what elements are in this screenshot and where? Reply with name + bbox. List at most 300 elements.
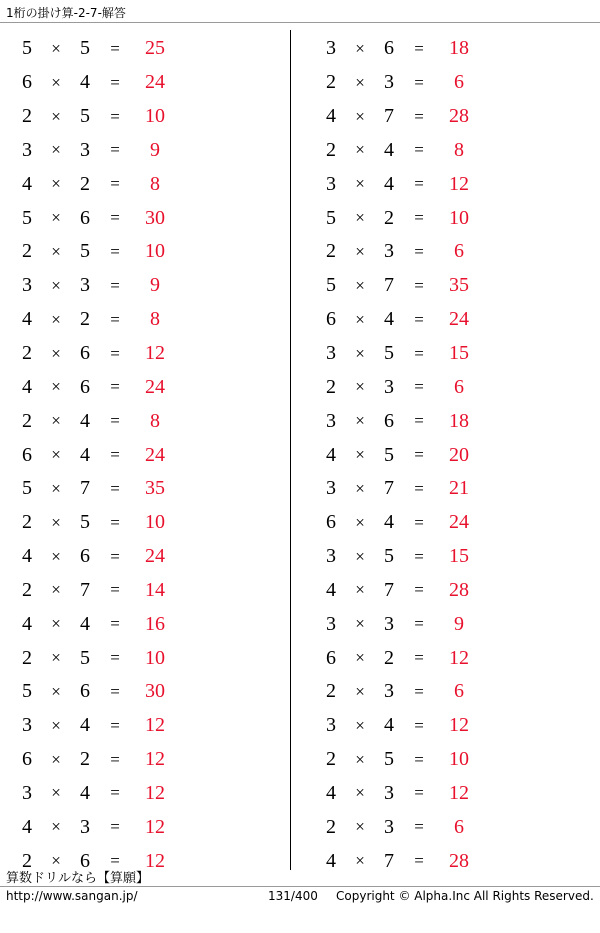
multiply-icon: × [355,275,365,295]
multiply-icon: × [355,614,365,634]
problem-row [14,337,300,371]
equals-icon: = [414,445,424,465]
multiply-icon: × [355,580,365,600]
operand-b: 2 [384,646,394,669]
multiply-icon: × [355,749,365,769]
multiply-icon: × [355,343,365,363]
equals-icon: = [110,411,120,431]
multiply-icon: × [51,614,61,634]
answer-value: 35 [449,274,469,297]
answer-value: 21 [449,477,469,500]
answer-value: 20 [449,443,469,466]
answer-value: 8 [454,138,464,161]
problem-row [318,574,600,608]
equals-icon: = [110,783,120,803]
operand-b: 7 [384,578,394,601]
operand-b: 3 [384,612,394,635]
operand-a: 3 [326,37,336,60]
answer-value: 16 [145,612,165,635]
multiply-icon: × [51,783,61,803]
answer-value: 14 [145,578,165,601]
multiply-icon: × [51,411,61,431]
equals-icon: = [110,478,120,498]
equals-icon: = [110,546,120,566]
answer-value: 18 [449,37,469,60]
problem-row [14,269,300,303]
problem-row [14,675,300,709]
equals-icon: = [110,38,120,58]
operand-a: 2 [326,680,336,703]
equals-icon: = [110,512,120,532]
equals-icon: = [414,72,424,92]
operand-a: 4 [326,105,336,128]
operand-a: 2 [326,138,336,161]
problem-row [14,810,300,844]
operand-b: 5 [80,37,90,60]
operand-a: 4 [326,781,336,804]
page-footer [0,871,600,933]
operand-a: 2 [22,511,32,534]
multiply-icon: × [355,681,365,701]
answer-value: 24 [449,308,469,331]
operand-b: 4 [384,138,394,161]
operand-b: 7 [384,274,394,297]
multiply-icon: × [51,38,61,58]
answer-value: 8 [150,409,160,432]
operand-b: 4 [384,511,394,534]
operand-b: 6 [80,342,90,365]
operand-b: 6 [80,849,90,872]
operand-a: 2 [22,342,32,365]
answer-value: 12 [145,714,165,737]
problem-row [318,303,600,337]
problem-row [318,844,600,878]
problem-row [318,134,600,168]
operand-a: 3 [326,612,336,635]
problem-row [14,574,300,608]
answer-value: 28 [449,105,469,128]
answer-value: 12 [449,781,469,804]
equals-icon: = [414,817,424,837]
problem-row [14,540,300,574]
answer-value: 10 [145,511,165,534]
operand-a: 6 [326,646,336,669]
problem-row [318,235,600,269]
equals-icon: = [414,512,424,532]
header-divider [0,22,600,23]
operand-b: 7 [80,477,90,500]
equals-icon: = [414,208,424,228]
problem-row [14,235,300,269]
answer-value: 24 [449,511,469,534]
answer-value: 10 [449,748,469,771]
multiply-icon: × [355,851,365,871]
operand-b: 4 [80,71,90,94]
multiply-icon: × [51,445,61,465]
operand-a: 2 [326,375,336,398]
multiply-icon: × [51,817,61,837]
multiply-icon: × [51,174,61,194]
operand-a: 5 [22,680,32,703]
answer-value: 10 [145,105,165,128]
multiply-icon: × [355,377,365,397]
operand-b: 5 [384,443,394,466]
problem-row [318,438,600,472]
operand-a: 4 [326,443,336,466]
equals-icon: = [414,681,424,701]
equals-icon: = [414,140,424,160]
answer-value: 24 [145,71,165,94]
equals-icon: = [110,309,120,329]
operand-a: 5 [22,477,32,500]
operand-a: 5 [22,206,32,229]
multiply-icon: × [51,715,61,735]
multiply-icon: × [51,140,61,160]
multiply-icon: × [355,783,365,803]
answer-value: 9 [150,138,160,161]
operand-a: 2 [326,240,336,263]
copyright-text: Copyright © Alpha.Inc All Rights Reserved. [336,889,594,903]
equals-icon: = [110,106,120,126]
equals-icon: = [110,445,120,465]
operand-a: 2 [22,578,32,601]
operand-a: 4 [326,578,336,601]
equals-icon: = [414,749,424,769]
multiply-icon: × [355,72,365,92]
operand-b: 4 [384,172,394,195]
multiply-icon: × [51,478,61,498]
operand-b: 3 [384,781,394,804]
problem-row [14,100,300,134]
operand-a: 3 [326,714,336,737]
operand-b: 4 [80,781,90,804]
multiply-icon: × [51,106,61,126]
operand-b: 6 [384,37,394,60]
operand-b: 5 [80,646,90,669]
problem-row [318,743,600,777]
problem-row [14,66,300,100]
page-title: 1桁の掛け算-2-7-解答 [6,6,126,20]
equals-icon: = [110,72,120,92]
operand-b: 4 [384,714,394,737]
multiply-icon: × [355,38,365,58]
equals-icon: = [414,38,424,58]
problem-row [318,810,600,844]
operand-b: 3 [384,240,394,263]
problem-row [14,32,300,66]
operand-a: 6 [22,748,32,771]
site-url[interactable]: http://www.sangan.jp/ [6,889,138,903]
problem-columns [0,26,600,878]
problem-row [14,134,300,168]
operand-b: 3 [384,815,394,838]
operand-b: 7 [80,578,90,601]
operand-b: 4 [384,308,394,331]
equals-icon: = [110,715,120,735]
equals-icon: = [414,309,424,329]
problem-row [318,641,600,675]
multiply-icon: × [355,208,365,228]
operand-a: 4 [326,849,336,872]
operand-b: 4 [80,443,90,466]
problem-row [318,370,600,404]
problem-row [14,709,300,743]
right-column [300,26,600,878]
operand-a: 4 [22,375,32,398]
answer-value: 24 [145,443,165,466]
operand-b: 6 [80,680,90,703]
operand-b: 2 [80,308,90,331]
problem-row [318,540,600,574]
multiply-icon: × [51,749,61,769]
problem-row [14,506,300,540]
equals-icon: = [414,478,424,498]
answer-value: 25 [145,37,165,60]
operand-b: 2 [80,172,90,195]
answer-value: 9 [150,274,160,297]
equals-icon: = [110,749,120,769]
answer-value: 30 [145,206,165,229]
operand-a: 2 [326,71,336,94]
operand-b: 3 [80,274,90,297]
multiply-icon: × [355,648,365,668]
answer-value: 30 [145,680,165,703]
operand-a: 2 [22,849,32,872]
problem-row [14,641,300,675]
operand-b: 5 [80,240,90,263]
equals-icon: = [110,648,120,668]
answer-value: 24 [145,375,165,398]
equals-icon: = [414,411,424,431]
equals-icon: = [110,580,120,600]
problem-row [14,607,300,641]
answer-value: 12 [145,781,165,804]
multiply-icon: × [51,512,61,532]
operand-a: 3 [326,172,336,195]
operand-a: 5 [326,206,336,229]
operand-a: 4 [22,815,32,838]
operand-b: 6 [80,375,90,398]
operand-b: 4 [80,612,90,635]
operand-a: 5 [326,274,336,297]
multiply-icon: × [355,715,365,735]
operand-a: 3 [326,342,336,365]
multiply-icon: × [51,681,61,701]
operand-b: 3 [80,815,90,838]
operand-a: 3 [326,409,336,432]
problem-row [318,337,600,371]
operand-b: 4 [80,714,90,737]
operand-a: 3 [22,138,32,161]
operand-a: 4 [22,172,32,195]
equals-icon: = [414,614,424,634]
equals-icon: = [414,275,424,295]
multiply-icon: × [355,512,365,532]
equals-icon: = [110,614,120,634]
problem-row [318,269,600,303]
problem-row [318,32,600,66]
answer-value: 10 [145,646,165,669]
operand-b: 5 [384,545,394,568]
answer-value: 35 [145,477,165,500]
multiply-icon: × [51,309,61,329]
equals-icon: = [414,241,424,261]
operand-a: 2 [326,748,336,771]
operand-b: 5 [80,105,90,128]
equals-icon: = [110,208,120,228]
equals-icon: = [110,817,120,837]
answer-value: 6 [454,375,464,398]
operand-b: 5 [384,342,394,365]
left-column [0,26,300,878]
answer-value: 28 [449,578,469,601]
problem-row [318,777,600,811]
equals-icon: = [414,377,424,397]
multiply-icon: × [51,580,61,600]
equals-icon: = [414,106,424,126]
answer-value: 6 [454,680,464,703]
equals-icon: = [110,377,120,397]
multiply-icon: × [51,72,61,92]
operand-a: 2 [22,105,32,128]
equals-icon: = [110,174,120,194]
answer-value: 6 [454,815,464,838]
operand-a: 4 [22,308,32,331]
operand-b: 3 [384,680,394,703]
multiply-icon: × [355,140,365,160]
operand-b: 7 [384,477,394,500]
operand-b: 6 [384,409,394,432]
operand-a: 2 [22,240,32,263]
multiply-icon: × [51,241,61,261]
multiply-icon: × [51,546,61,566]
multiply-icon: × [355,309,365,329]
answer-value: 10 [449,206,469,229]
operand-a: 3 [22,781,32,804]
answer-value: 24 [145,545,165,568]
equals-icon: = [110,851,120,871]
multiply-icon: × [51,377,61,397]
multiply-icon: × [355,478,365,498]
operand-a: 2 [22,409,32,432]
equals-icon: = [414,546,424,566]
answer-value: 12 [449,646,469,669]
answer-value: 12 [145,815,165,838]
problem-row [318,607,600,641]
operand-b: 3 [80,138,90,161]
equals-icon: = [414,580,424,600]
operand-a: 6 [326,511,336,534]
operand-b: 2 [80,748,90,771]
answer-value: 15 [449,545,469,568]
operand-a: 3 [326,545,336,568]
answer-value: 12 [449,172,469,195]
multiply-icon: × [51,275,61,295]
answer-value: 10 [145,240,165,263]
operand-b: 6 [80,545,90,568]
multiply-icon: × [51,648,61,668]
problem-row [318,100,600,134]
problem-row [14,404,300,438]
problem-row [14,201,300,235]
equals-icon: = [414,851,424,871]
equals-icon: = [414,783,424,803]
operand-b: 3 [384,71,394,94]
site-label: 算数ドリルなら【算願】 [6,871,150,886]
multiply-icon: × [51,343,61,363]
equals-icon: = [110,140,120,160]
problem-row [318,167,600,201]
equals-icon: = [414,715,424,735]
problem-row [318,404,600,438]
answer-value: 9 [454,612,464,635]
answer-value: 8 [150,172,160,195]
multiply-icon: × [355,817,365,837]
answer-value: 6 [454,71,464,94]
problem-row [318,675,600,709]
answer-value: 8 [150,308,160,331]
operand-b: 5 [384,748,394,771]
problem-row [318,201,600,235]
operand-b: 3 [384,375,394,398]
answer-value: 15 [449,342,469,365]
problem-row [14,167,300,201]
operand-a: 6 [22,443,32,466]
problem-row [14,472,300,506]
problem-row [318,709,600,743]
operand-a: 2 [326,815,336,838]
equals-icon: = [110,241,120,261]
answer-value: 18 [449,409,469,432]
operand-b: 5 [80,511,90,534]
operand-a: 6 [22,71,32,94]
answer-value: 12 [145,849,165,872]
operand-a: 3 [22,274,32,297]
operand-a: 3 [326,477,336,500]
equals-icon: = [414,174,424,194]
operand-a: 3 [22,714,32,737]
multiply-icon: × [51,208,61,228]
multiply-icon: × [355,445,365,465]
answer-value: 12 [145,342,165,365]
operand-a: 4 [22,612,32,635]
page-number: 131/400 [268,889,318,903]
equals-icon: = [414,343,424,363]
problem-row [14,743,300,777]
multiply-icon: × [355,241,365,261]
equals-icon: = [110,275,120,295]
operand-b: 7 [384,105,394,128]
multiply-icon: × [51,851,61,871]
multiply-icon: × [355,546,365,566]
multiply-icon: × [355,411,365,431]
problem-row [318,472,600,506]
operand-a: 5 [22,37,32,60]
equals-icon: = [110,343,120,363]
equals-icon: = [110,681,120,701]
operand-a: 6 [326,308,336,331]
answer-value: 6 [454,240,464,263]
operand-b: 7 [384,849,394,872]
operand-a: 2 [22,646,32,669]
equals-icon: = [414,648,424,668]
multiply-icon: × [355,106,365,126]
operand-a: 4 [22,545,32,568]
problem-row [318,66,600,100]
operand-b: 4 [80,409,90,432]
multiply-icon: × [355,174,365,194]
problem-row [14,303,300,337]
